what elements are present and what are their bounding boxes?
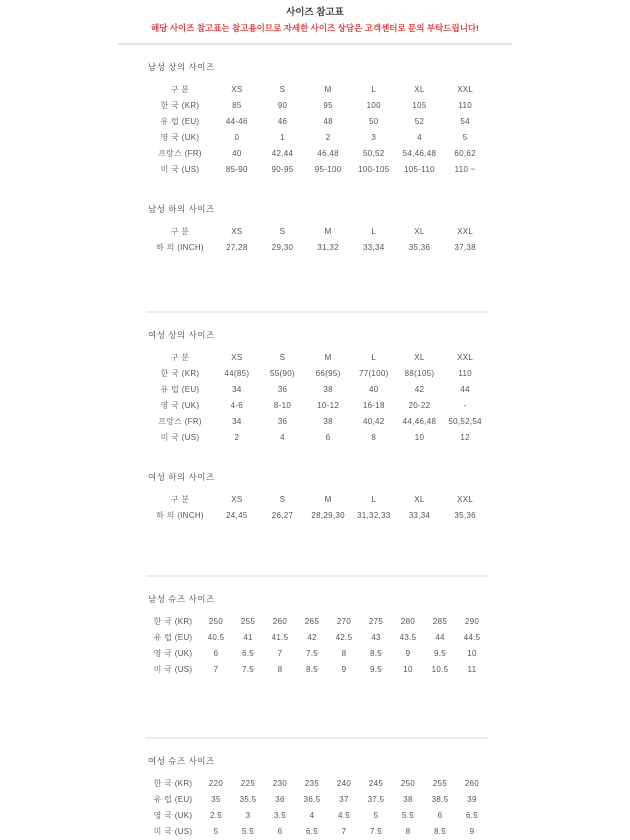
column-header-label: 구 분: [170, 494, 190, 504]
size-value-cell: 5: [213, 826, 219, 836]
table-title: 여성 하의 사이즈: [148, 472, 215, 482]
size-value-cell: 225: [240, 778, 256, 788]
size-table-block: [146, 203, 488, 255]
column-header-label: 구 분: [170, 84, 190, 94]
size-section: [146, 737, 488, 839]
size-value-cell: 44(85): [224, 368, 250, 378]
size-table-block: [146, 329, 488, 445]
size-value-cell: 34: [232, 384, 242, 394]
size-value-cell: 4.5: [337, 810, 351, 820]
size-table-block: [146, 61, 488, 177]
size-column-header: M: [324, 352, 332, 362]
size-value-cell: 6: [325, 432, 331, 442]
page-title: 사이즈 참고표: [286, 7, 344, 18]
size-value-cell: 52: [414, 116, 425, 126]
size-value-cell: 31,32,33: [357, 510, 391, 520]
table-row: [146, 397, 488, 413]
size-value-cell: 280: [400, 616, 416, 626]
size-value-cell: 3: [371, 132, 377, 142]
column-header-label: 구 분: [170, 226, 190, 236]
size-value-cell: 255: [432, 778, 448, 788]
row-label: 영 국 (UK): [160, 400, 200, 410]
row-label: 미 국 (US): [160, 432, 200, 442]
size-table: [146, 613, 488, 677]
table-row: [146, 823, 488, 839]
size-value-cell: 10: [467, 648, 477, 658]
table-title: 남성 슈즈 사이즈: [148, 594, 215, 604]
size-value-cell: 245: [368, 778, 384, 788]
size-column-header: XXL: [457, 352, 474, 362]
sections-container: [146, 45, 488, 839]
size-value-cell: 270: [336, 616, 352, 626]
size-value-cell: 2.5: [209, 810, 223, 820]
size-value-cell: 41.5: [271, 632, 289, 642]
size-value-cell: 95: [323, 100, 333, 110]
size-value-cell: 37.5: [367, 794, 385, 804]
size-value-cell: 35.5: [239, 794, 257, 804]
size-value-cell: 5: [462, 132, 468, 142]
size-value-cell: 28,29,30: [311, 510, 345, 520]
size-value-cell: 39: [467, 794, 477, 804]
table-row: [146, 223, 488, 239]
size-column-header: XS: [231, 84, 243, 94]
size-value-cell: 110: [458, 100, 472, 110]
size-value-cell: 40,42: [363, 416, 385, 426]
size-column-header: XXL: [457, 494, 474, 504]
size-value-cell: 36: [277, 416, 288, 426]
size-value-cell: 29,30: [271, 242, 294, 252]
size-column-header: M: [324, 84, 332, 94]
size-value-cell: 8.5: [305, 664, 319, 674]
size-section: [146, 45, 488, 311]
size-column-header: XL: [414, 84, 425, 94]
size-value-cell: 9: [341, 664, 347, 674]
table-title: 여성 상의 사이즈: [148, 330, 215, 340]
size-value-cell: 20-22: [408, 400, 431, 410]
row-label: 프랑스 (FR): [158, 416, 202, 426]
size-value-cell: 275: [368, 616, 384, 626]
size-value-cell: 10: [403, 664, 413, 674]
size-value-cell: 100: [366, 100, 381, 110]
size-column-header: XS: [231, 352, 243, 362]
size-value-cell: 50: [369, 116, 379, 126]
size-value-cell: 8: [371, 432, 377, 442]
size-column-header: L: [371, 352, 377, 362]
size-value-cell: 44,46,48: [402, 416, 437, 426]
row-label: 미 국 (US): [153, 664, 193, 674]
size-value-cell: 235: [304, 778, 320, 788]
size-value-cell: 38: [323, 384, 333, 394]
size-value-cell: 77(100): [358, 368, 389, 378]
size-table: [146, 223, 488, 255]
size-value-cell: 44: [460, 384, 470, 394]
size-value-cell: 8: [277, 664, 283, 674]
size-value-cell: 38: [323, 416, 333, 426]
size-column-header: M: [324, 494, 332, 504]
row-label: 미 국 (US): [160, 164, 200, 174]
size-value-cell: 7.5: [305, 648, 319, 658]
table-title: 남성 상의 사이즈: [148, 62, 215, 72]
size-value-cell: 46: [277, 116, 288, 126]
size-value-cell: 240: [336, 778, 352, 788]
size-value-cell: 24,45: [226, 510, 248, 520]
size-value-cell: 6.5: [241, 648, 255, 658]
row-label: 하 의 (INCH): [156, 242, 204, 252]
size-value-cell: 10.5: [431, 664, 449, 674]
size-value-cell: 4-6: [230, 400, 244, 410]
size-value-cell: 9: [405, 648, 411, 658]
size-value-cell: 6: [437, 810, 443, 820]
table-row: [146, 349, 488, 365]
size-value-cell: 2: [234, 432, 240, 442]
size-value-cell: 250: [400, 778, 416, 788]
size-value-cell: 38.5: [431, 794, 449, 804]
size-column-header: M: [324, 226, 332, 236]
size-column-header: S: [279, 494, 286, 504]
size-value-cell: 4: [417, 132, 422, 142]
row-label: 하 의 (INCH): [156, 510, 204, 520]
size-value-cell: 9.5: [433, 648, 447, 658]
row-label: 유 럽 (EU): [153, 794, 193, 804]
size-value-cell: 100-105: [358, 164, 390, 174]
size-value-cell: 35: [211, 794, 221, 804]
row-label: 유 럽 (EU): [153, 632, 193, 642]
size-value-cell: 40: [232, 148, 242, 158]
size-column-header: L: [371, 84, 377, 94]
size-value-cell: 7: [277, 648, 283, 658]
size-value-cell: 27,28: [226, 242, 248, 252]
size-value-cell: 260: [464, 778, 480, 788]
table-row: [146, 613, 488, 629]
size-value-cell: 4: [280, 432, 285, 442]
table-row: [146, 661, 488, 677]
size-column-header: XXL: [457, 84, 474, 94]
size-column-header: XL: [414, 226, 425, 236]
table-row: [146, 429, 488, 445]
size-value-cell: 9.5: [369, 664, 383, 674]
size-value-cell: 8.5: [433, 826, 447, 836]
size-table: [146, 775, 488, 839]
size-value-cell: 33,34: [408, 510, 431, 520]
row-label: 유 럽 (EU): [160, 384, 200, 394]
size-value-cell: 42: [414, 384, 425, 394]
size-value-cell: 43.5: [399, 632, 417, 642]
size-table: [146, 491, 488, 523]
size-value-cell: 33,34: [363, 242, 385, 252]
size-value-cell: 44.5: [463, 632, 481, 642]
size-value-cell: 265: [304, 616, 320, 626]
size-column-header: S: [279, 226, 286, 236]
table-row: [146, 129, 488, 145]
table-row: [146, 791, 488, 807]
size-table: [146, 349, 488, 445]
size-value-cell: 16-18: [362, 400, 385, 410]
table-row: [146, 113, 488, 129]
row-label: 영 국 (UK): [153, 648, 193, 658]
table-row: [146, 381, 488, 397]
size-value-cell: 9: [469, 826, 475, 836]
size-value-cell: 36: [277, 384, 288, 394]
size-value-cell: 6.5: [465, 810, 479, 820]
size-value-cell: 40.5: [207, 632, 225, 642]
size-value-cell: 7.5: [241, 664, 255, 674]
size-value-cell: 50,52: [363, 148, 385, 158]
size-value-cell: 5.5: [401, 810, 415, 820]
table-row: [146, 413, 488, 429]
size-value-cell: 7: [213, 664, 219, 674]
size-value-cell: 6: [277, 826, 283, 836]
size-value-cell: 110: [458, 368, 472, 378]
size-column-header: L: [371, 226, 377, 236]
size-column-header: XL: [414, 494, 425, 504]
size-value-cell: 1: [280, 132, 285, 142]
notice-text: 해당 사이즈 참고표는 참고용이므로 자세한 사이즈 상담은 고객센터로 문의 부탁드립니다!: [151, 23, 479, 33]
size-value-cell: 42.5: [335, 632, 353, 642]
row-label: 한 국 (KR): [153, 616, 193, 626]
size-value-cell: 60,62: [454, 148, 476, 158]
row-label: 프랑스 (FR): [158, 148, 202, 158]
size-value-cell: 6.5: [305, 826, 319, 836]
table-title: 남성 하의 사이즈: [148, 204, 215, 214]
size-table: [146, 81, 488, 177]
table-row: [146, 775, 488, 791]
row-label: 한 국 (KR): [153, 778, 193, 788]
size-column-header: XXL: [457, 226, 474, 236]
size-value-cell: -: [463, 400, 467, 410]
size-value-cell: 26,27: [271, 510, 294, 520]
size-value-cell: 230: [272, 778, 288, 788]
row-label: 한 국 (KR): [160, 100, 200, 110]
size-value-cell: 3.5: [273, 810, 287, 820]
size-value-cell: 42,44: [271, 148, 294, 158]
size-value-cell: 90-95: [271, 164, 294, 174]
size-value-cell: 3: [245, 810, 251, 820]
size-value-cell: 40: [369, 384, 379, 394]
size-value-cell: 8: [405, 826, 411, 836]
size-value-cell: 36.5: [303, 794, 321, 804]
table-row: [146, 239, 488, 255]
size-value-cell: 44: [435, 632, 445, 642]
size-value-cell: 36: [275, 794, 285, 804]
table-row: [146, 491, 488, 507]
size-column-header: XS: [231, 494, 243, 504]
size-section: [146, 311, 488, 575]
size-value-cell: 55(90): [270, 368, 295, 378]
table-title: 여성 슈즈 사이즈: [148, 756, 215, 766]
table-row: [146, 81, 488, 97]
size-table-block: [146, 755, 488, 839]
table-row: [146, 629, 488, 645]
size-value-cell: 54: [460, 116, 470, 126]
size-value-cell: 85: [232, 100, 242, 110]
row-label: 한 국 (KR): [160, 368, 200, 378]
size-value-cell: 260: [272, 616, 288, 626]
size-value-cell: 50,52,54: [448, 416, 482, 426]
table-row: [146, 507, 488, 523]
size-value-cell: 290: [464, 616, 480, 626]
size-column-header: S: [279, 84, 286, 94]
size-value-cell: 105-110: [404, 164, 435, 174]
size-value-cell: 250: [208, 616, 224, 626]
size-value-cell: 255: [240, 616, 256, 626]
size-value-cell: 8: [341, 648, 347, 658]
size-value-cell: 85-90: [225, 164, 248, 174]
size-value-cell: 35,36: [408, 242, 431, 252]
column-header-label: 구 분: [170, 352, 190, 362]
size-value-cell: 90: [277, 100, 288, 110]
size-value-cell: 5.5: [241, 826, 255, 836]
table-row: [146, 645, 488, 661]
size-value-cell: 12: [460, 432, 470, 442]
size-value-cell: 37: [339, 794, 349, 804]
size-value-cell: 105: [412, 100, 427, 110]
size-column-header: L: [371, 494, 377, 504]
size-value-cell: 37,38: [454, 242, 476, 252]
size-value-cell: 8.5: [369, 648, 383, 658]
row-label: 영 국 (UK): [160, 132, 200, 142]
size-value-cell: 5: [373, 810, 379, 820]
size-value-cell: 11: [467, 664, 477, 674]
size-column-header: S: [279, 352, 286, 362]
size-value-cell: 48: [323, 116, 333, 126]
size-value-cell: 38: [403, 794, 413, 804]
size-value-cell: 7: [341, 826, 347, 836]
size-value-cell: 10-12: [317, 400, 340, 410]
table-row: [146, 161, 488, 177]
size-value-cell: 8-10: [273, 400, 292, 410]
size-value-cell: 110 ~: [454, 164, 476, 174]
size-table-block: [146, 471, 488, 523]
size-value-cell: 66(95): [315, 368, 341, 378]
table-row: [146, 807, 488, 823]
row-label: 유 럽 (EU): [160, 116, 200, 126]
size-value-cell: 44-46: [225, 116, 248, 126]
size-value-cell: 0: [234, 132, 240, 142]
table-row: [146, 145, 488, 161]
size-value-cell: 7.5: [369, 826, 383, 836]
size-value-cell: 42: [307, 632, 317, 642]
size-value-cell: 95-100: [314, 164, 342, 174]
size-value-cell: 43: [371, 632, 381, 642]
size-value-cell: 285: [432, 616, 448, 626]
size-value-cell: 2: [325, 132, 331, 142]
size-value-cell: 88(105): [404, 368, 435, 378]
size-value-cell: 31,32: [317, 242, 339, 252]
size-value-cell: 35,36: [454, 510, 476, 520]
size-column-header: XL: [414, 352, 425, 362]
size-value-cell: 4: [309, 810, 315, 820]
size-section: [146, 575, 488, 737]
size-value-cell: 54,46,48: [402, 148, 437, 158]
size-column-header: XS: [231, 226, 243, 236]
row-label: 영 국 (UK): [153, 810, 193, 820]
size-value-cell: 220: [208, 778, 224, 788]
size-value-cell: 6: [213, 648, 219, 658]
size-value-cell: 34: [232, 416, 242, 426]
size-table-block: [146, 593, 488, 677]
size-value-cell: 41: [243, 632, 253, 642]
size-value-cell: 46,48: [317, 148, 339, 158]
row-label: 미 국 (US): [153, 826, 193, 836]
table-row: [146, 365, 488, 381]
size-value-cell: 10: [414, 432, 425, 442]
table-row: [146, 97, 488, 113]
